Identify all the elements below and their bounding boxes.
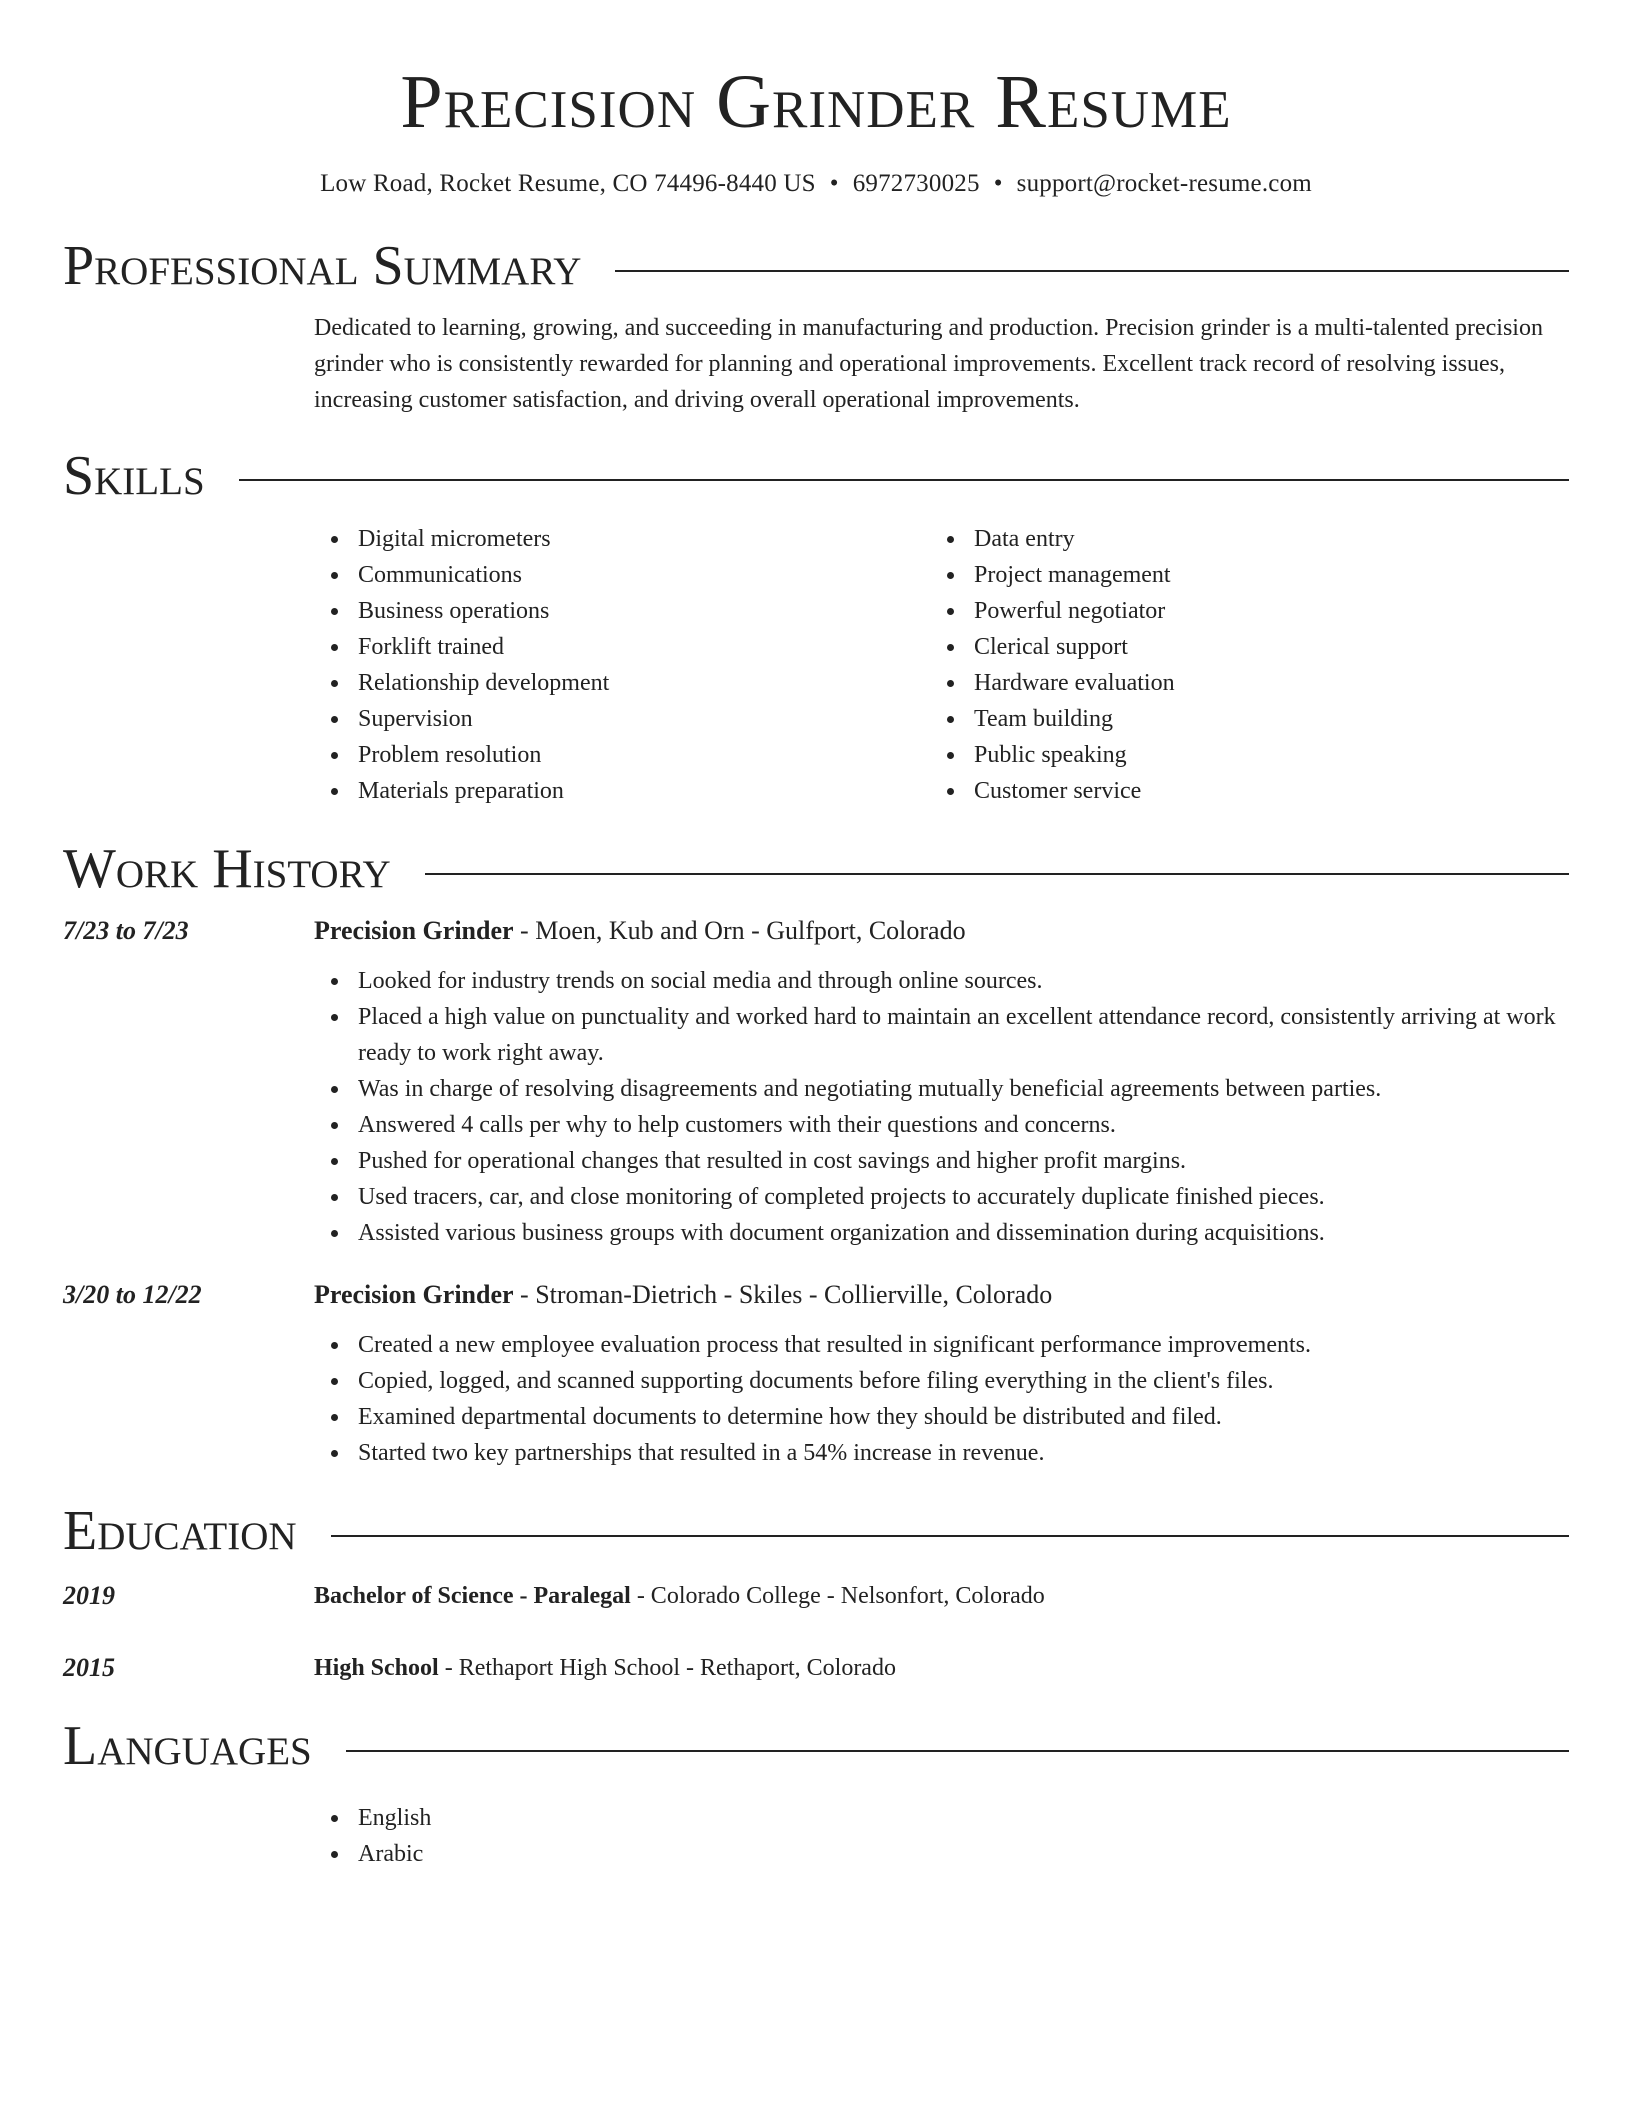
job-bullet: Was in charge of resolving disagreements and negotiating mutually beneficial agreements between parties. [314, 1071, 1569, 1107]
work-heading-text: Work History [63, 838, 391, 901]
skill-item: Public speaking [930, 737, 1546, 773]
skill-item: Supervision [314, 701, 930, 737]
skills-list-left [314, 521, 930, 809]
job-bullet: Pushed for operational changes that resulted in cost savings and higher profit margins. [314, 1143, 1569, 1179]
job-bullet: Looked for industry trends on social media and through online sources. [314, 963, 1569, 999]
education-year: 2019 [63, 1581, 115, 1611]
language-item: Arabic [314, 1836, 1569, 1872]
skills-heading-text: Skills [63, 444, 205, 507]
education-details: - Colorado College - Nelsonfort, Colorado [630, 1583, 1045, 1610]
language-item: English [314, 1800, 1569, 1836]
work-heading [63, 839, 1569, 901]
skills-left-spacer [63, 521, 314, 809]
skills-columns [314, 521, 1569, 809]
contact-separator: • [829, 170, 839, 197]
job-dates: 3/20 to 12/22 [63, 1279, 202, 1309]
job-title: Precision Grinder [314, 1279, 514, 1309]
languages-section [63, 1800, 1569, 1872]
summary-section [63, 310, 1569, 418]
job-bullet: Created a new employee evaluation process that resulted in significant performance improvements. [314, 1327, 1569, 1363]
skill-item: Materials preparation [314, 773, 930, 809]
education-year: 2015 [63, 1653, 115, 1683]
section-rule [615, 270, 1569, 272]
contact-separator: • [993, 170, 1003, 197]
job-bullet: Copied, logged, and scanned supporting documents before filing everything in the client's files. [314, 1363, 1569, 1399]
job-details: - Moen, Kub and Orn - Gulfport, Colorado [513, 915, 966, 945]
skill-item: Digital micrometers [314, 521, 930, 557]
summary-text: Dedicated to learning, growing, and succeeding in manufacturing and production. Precision grinder is a multi-talented precision grinder who is consistently rewarded for planning and operational improvements. Excellent track record of resolving issues, increasing customer satisfaction, and driving overall operational improvements. [314, 314, 1543, 413]
education-entry [63, 1650, 1569, 1686]
job-bullets [314, 963, 1569, 1251]
skill-item: Business operations [314, 593, 930, 629]
languages-heading-text: Languages [63, 1715, 312, 1778]
job-entry [63, 913, 1569, 1251]
skill-item: Project management [930, 557, 1546, 593]
job-body [314, 913, 1569, 1251]
job-bullet: Placed a high value on punctuality and worked hard to maintain an excellent attendance record, consistently arriving at work ready to work right away. [314, 999, 1569, 1071]
languages-heading [63, 1716, 1569, 1778]
job-bullet: Examined departmental documents to determine how they should be distributed and filed. [314, 1399, 1569, 1435]
summary-left-spacer [63, 310, 314, 418]
skill-item: Clerical support [930, 629, 1546, 665]
skills-list-right [930, 521, 1546, 809]
job-title-line [314, 1277, 1569, 1313]
job-bullet: Answered 4 calls per why to help customers with their questions and concerns. [314, 1107, 1569, 1143]
section-rule [239, 479, 1569, 481]
skills-section [63, 521, 1569, 809]
contact-address: Low Road, Rocket Resume, CO 74496-8440 US [320, 170, 816, 197]
job-bullet: Assisted various business groups with document organization and dissemination during acquisitions. [314, 1215, 1569, 1251]
summary-heading [63, 236, 1569, 298]
skill-item: Communications [314, 557, 930, 593]
skill-item: Data entry [930, 521, 1546, 557]
section-rule [346, 1750, 1569, 1752]
job-bullet: Used tracers, car, and close monitoring of completed projects to accurately duplicate finished pieces. [314, 1179, 1569, 1215]
skill-item: Relationship development [314, 665, 930, 701]
education-heading [63, 1501, 1569, 1563]
job-details: - Stroman-Dietrich - Skiles - Collierville, Colorado [513, 1279, 1053, 1309]
job-dates: 7/23 to 7/23 [63, 915, 189, 945]
education-details: - Rethaport High School - Rethaport, Colorado [438, 1655, 896, 1682]
job-title-line [314, 913, 1569, 949]
skill-item: Customer service [930, 773, 1546, 809]
skill-item: Team building [930, 701, 1546, 737]
languages-list [314, 1800, 1569, 1872]
education-entry [63, 1578, 1569, 1614]
education-line [314, 1578, 1569, 1614]
education-line [314, 1650, 1569, 1686]
contact-email: support@rocket-resume.com [1016, 170, 1312, 197]
skill-item: Powerful negotiator [930, 593, 1546, 629]
skill-item: Forklift trained [314, 629, 930, 665]
contact-phone: 6972730025 [852, 170, 980, 197]
summary-heading-text: Professional Summary [63, 235, 582, 297]
section-rule [425, 873, 1569, 875]
section-rule [331, 1535, 1569, 1537]
languages-body [314, 1800, 1569, 1872]
education-degree: Bachelor of Science - Paralegal [314, 1583, 631, 1610]
job-bullets [314, 1327, 1569, 1471]
job-title: Precision Grinder [314, 915, 514, 945]
job-body [314, 1277, 1569, 1471]
contact-line [63, 170, 1569, 198]
job-entry [63, 1277, 1569, 1471]
resume-title: Precision Grinder Resume [400, 60, 1232, 144]
job-bullet: Started two key partnerships that resulted in a 54% increase in revenue. [314, 1435, 1569, 1471]
education-degree: High School [314, 1655, 439, 1682]
skill-item: Hardware evaluation [930, 665, 1546, 701]
skill-item: Problem resolution [314, 737, 930, 773]
languages-left-spacer [63, 1800, 314, 1872]
education-heading-text: Education [63, 1499, 297, 1562]
skills-heading [63, 446, 1569, 508]
